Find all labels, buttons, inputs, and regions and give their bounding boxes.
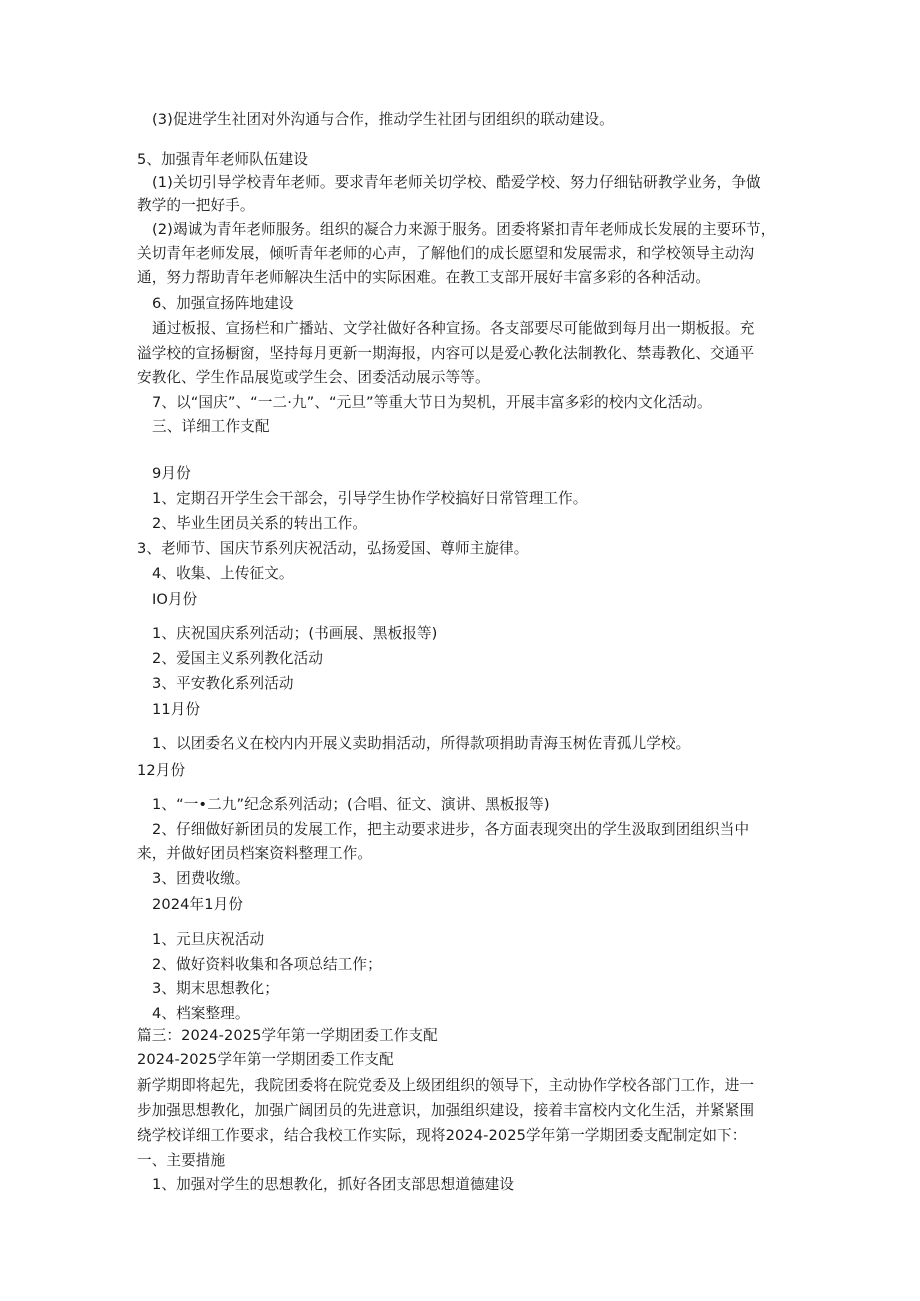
section-heading: 6、加强宣扬阵地建设 bbox=[152, 295, 294, 312]
section-heading: 一、主要措施 bbox=[137, 1152, 226, 1169]
document-title: 2024-2025学年第一学期团委工作支配 bbox=[137, 1051, 394, 1068]
section-heading: 三、详细工作支配 bbox=[152, 418, 270, 435]
list-item: 3、团费收缴。 bbox=[152, 870, 250, 887]
list-item: 1、加强对学生的思想教化，抓好各团支部思想道德建设 bbox=[152, 1176, 515, 1193]
text-line: 通过板报、宣扬栏和广播站、文学社做好各种宣扬。各支部要尽可能做到每月出一期板报。充 bbox=[152, 320, 755, 337]
text-line: 7、以“国庆”、“一二·九”、“元旦”等重大节日为契机，开展丰富多彩的校内文化活动。 bbox=[152, 394, 712, 411]
section-heading: 5、加强青年老师队伍建设 bbox=[137, 151, 309, 168]
text-line: 步加强思想教化，加强广阔团员的先进意识，加强组织建设，接着丰富校内文化生活，并紧紧围 bbox=[137, 1102, 755, 1119]
text-line: 安教化、学生作品展览或学生会、团委活动展示等等。 bbox=[137, 369, 490, 386]
list-item: 3、老师节、国庆节系列庆祝活动，弘扬爱国、尊师主旋律。 bbox=[137, 540, 529, 557]
list-item: 3、期末思想教化； bbox=[152, 980, 279, 997]
month-heading: 11月份 bbox=[152, 701, 201, 718]
text-line: 关切青年老师发展，倾听青年老师的心声，了解他们的成长愿望和发展需求，和学校领导主动沟 bbox=[137, 245, 755, 262]
list-item: 2、仔细做好新团员的发展工作，把主动要求进步，各方面表现突出的学生汲取到团组织当中 bbox=[152, 821, 750, 838]
list-item: 1、以团委名义在校内内开展义卖助捐活动，所得款项捐助青海玉树佐青孤儿学校。 bbox=[152, 735, 691, 752]
text-line: 新学期即将起先，我院团委将在院党委及上级团组织的领导下，主动协作学校各部门工作，进一 bbox=[137, 1077, 755, 1094]
text-line: (3)促进学生社团对外沟通与合作，推动学生社团与团组织的联动建设。 bbox=[152, 111, 614, 128]
month-heading: 2024年1月份 bbox=[152, 896, 244, 913]
text-line: 溢学校的宣扬橱窗，坚持每月更新一期海报，内容可以是爱心教化法制教化、禁毒教化、交通平 bbox=[137, 345, 755, 362]
month-heading: 12月份 bbox=[137, 762, 186, 779]
list-item: 1、庆祝国庆系列活动；(书画展、黑板报等) bbox=[152, 625, 438, 642]
text-line: 绕学校详细工作要求，结合我校工作实际，现将2024-2025学年第一学期团委支配制定如下： bbox=[137, 1127, 747, 1144]
month-heading: IO月份 bbox=[152, 591, 198, 608]
text-line: 来，并做好团员档案资料整理工作。 bbox=[137, 845, 373, 862]
list-item: 1、定期召开学生会干部会，引导学生协作学校搞好日常管理工作。 bbox=[152, 490, 588, 507]
list-item: 4、收集、上传征文。 bbox=[152, 565, 294, 582]
list-item: 2、毕业生团员关系的转出工作。 bbox=[152, 515, 368, 532]
text-line: 通，努力帮助青年老师解决生活中的实际困难。在教工支部开展好丰富多彩的各种活动。 bbox=[137, 269, 711, 286]
list-item: 2、做好资料收集和各项总结工作； bbox=[152, 956, 382, 973]
list-item: 3、平安教化系列活动 bbox=[152, 675, 294, 692]
month-heading: 9月份 bbox=[152, 465, 191, 482]
list-item: 1、元旦庆祝活动 bbox=[152, 931, 265, 948]
list-item: 4、档案整理。 bbox=[152, 1005, 250, 1022]
chapter-title: 篇三：2024-2025学年第一学期团委工作支配 bbox=[137, 1027, 438, 1044]
text-line: (2)竭诚为青年老师服务。组织的凝合力来源于服务。团委将紧扣青年老师成长发展的主要环节， bbox=[152, 221, 776, 238]
list-item: 2、爱国主义系列教化活动 bbox=[152, 650, 324, 667]
text-line: 教学的一把好手。 bbox=[137, 197, 255, 214]
list-item: 1、“一•二九”纪念系列活动；(合唱、征文、演讲、黑板报等) bbox=[152, 796, 550, 813]
text-line: (1)关切引导学校青年老师。要求青年老师关切学校、酷爱学校、努力仔细钻研教学业务，争做 bbox=[152, 174, 761, 191]
